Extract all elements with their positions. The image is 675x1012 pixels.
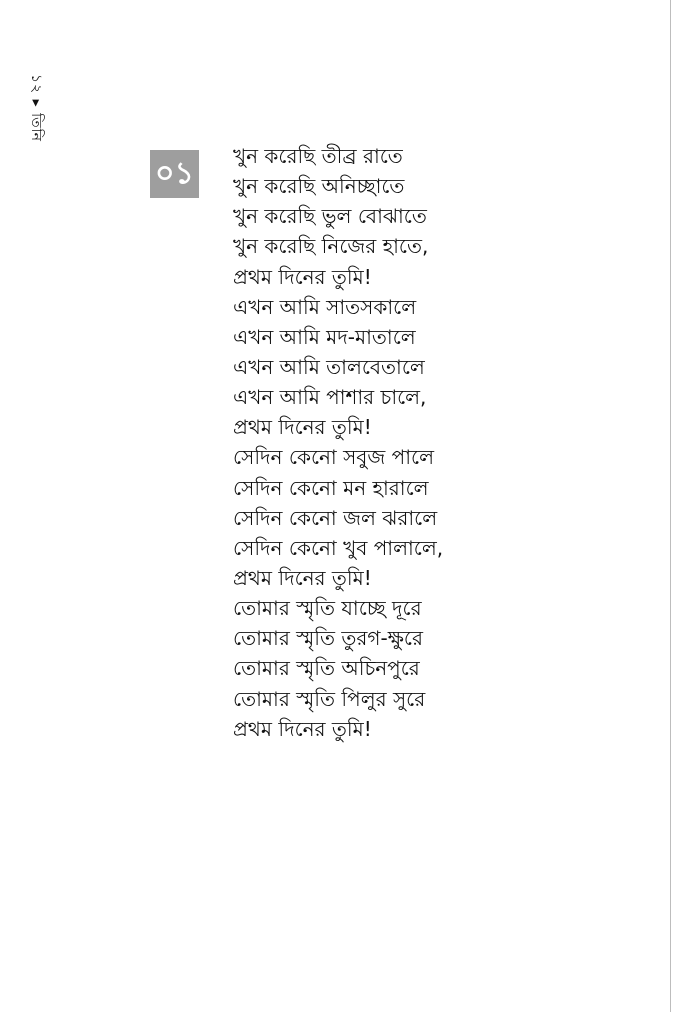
poem-line: খুন করেছি তীব্র রাতে (233, 144, 403, 168)
poem-line: এখন আমি পাশার চালে, (233, 385, 427, 410)
poem-line: সেদিন কেনো মন হারালে (233, 475, 429, 500)
poem-refrain: প্রথম দিনের তুমি! (233, 565, 372, 590)
poem-line: এখন আমি মদ-মাতালে (233, 324, 416, 349)
poem-number-badge: ০১ (150, 150, 199, 198)
poem-line: তোমার স্মৃতি তুরগ-ক্ষুরে (233, 626, 423, 651)
poem-line: এখন আমি সাতসকালে (233, 294, 417, 319)
poem-line: খুন করেছি নিজের হাতে, (233, 234, 429, 259)
poem-body (233, 141, 633, 744)
page-number-header: ১২ ▸ তিনি (28, 74, 44, 142)
poem-line: এখন আমি তালবেতালে (233, 354, 425, 379)
poem-line: তোমার স্মৃতি যাচ্ছে দূরে (233, 596, 422, 621)
poem-line: সেদিন কেনো সবুজ পালে (233, 445, 434, 470)
poem-refrain: প্রথম দিনের তুমি! (233, 264, 372, 289)
poem-refrain: প্রথম দিনের তুমি! (233, 415, 372, 440)
poem-line: খুন করেছি অনিচ্ছাতে (233, 174, 405, 199)
poem-line: খুন করেছি ভুল বোঝাতে (233, 204, 427, 229)
poem-line: তোমার স্মৃতি অচিনপুরে (233, 656, 420, 681)
poem-line: সেদিন কেনো জল ঝরালে (233, 505, 438, 530)
poem-line: সেদিন কেনো খুব পালালে, (233, 535, 444, 560)
poem-refrain: প্রথম দিনের তুমি! (233, 716, 372, 741)
poem-line: তোমার স্মৃতি পিলুর সুরে (233, 686, 426, 711)
running-header (26, 74, 54, 142)
page-edge-divider (670, 0, 671, 1012)
